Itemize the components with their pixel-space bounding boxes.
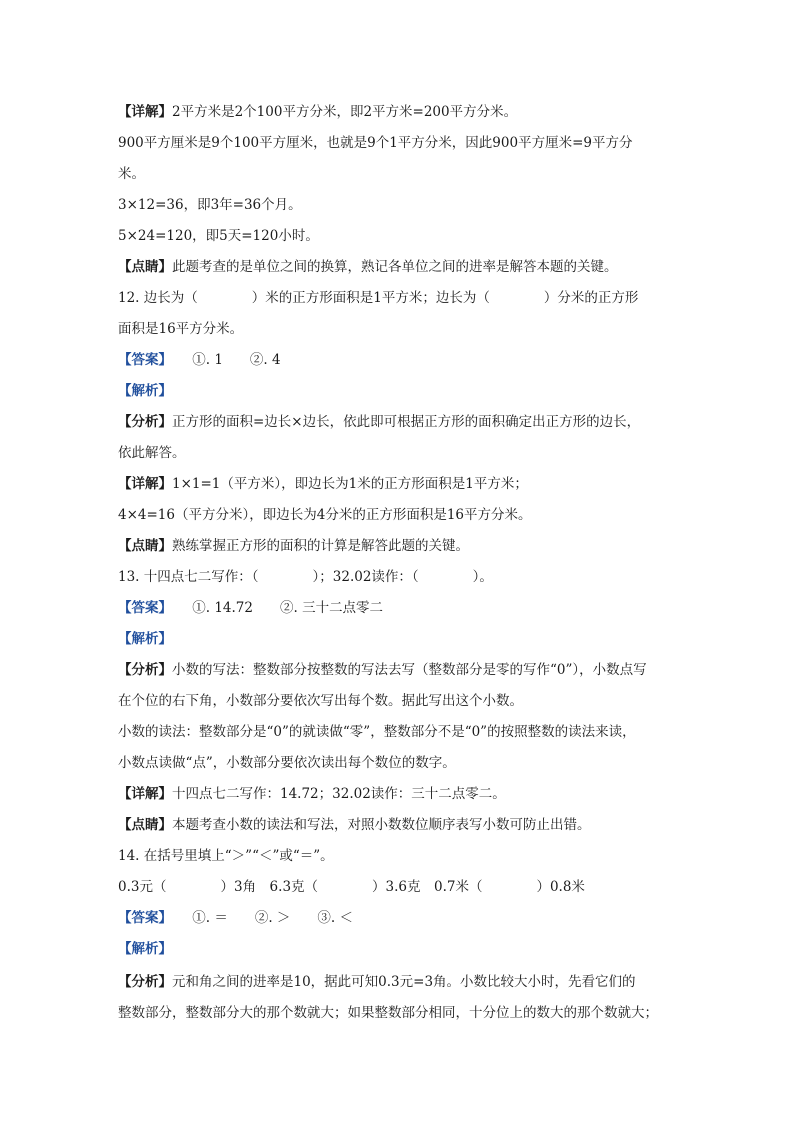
answer-tag: 【答案】	[118, 600, 166, 616]
line-text: 面积是16平方分米。	[118, 321, 244, 337]
analysis-heading	[118, 381, 678, 401]
analysis-tag: 【解析】	[118, 941, 172, 957]
body-line	[118, 505, 678, 525]
analysis-sub-tag: 【分析】	[118, 662, 172, 678]
analysis-sub-tag: 【分析】	[118, 414, 172, 430]
line-text: 13. 十四点七二写作：（ ）；32.02读作：（ ）。	[118, 569, 493, 585]
line-text: 十四点七二写作：14.72；32.02读作：三十二点零二。	[172, 786, 506, 802]
analysis-tag: 【解析】	[118, 631, 172, 647]
body-line	[118, 753, 678, 773]
line-text: 整数部分，整数部分大的那个数就大；如果整数部分相同，十分位上的数大的那个数就大；	[118, 1005, 658, 1021]
line-text: 小数点读做“点”，小数部分要依次读出每个数位的数字。	[118, 755, 456, 771]
body-line	[118, 1003, 678, 1023]
line-text: 1×1=1（平方米），即边长为1米的正方形面积是1平方米；	[172, 476, 528, 492]
line-text: 0.3元（ ）3角 6.3克（ ）3.6克 0.7米（ ）0.8米	[118, 879, 585, 895]
line-text: 900平方厘米是9个100平方厘米，也就是9个1平方分米，因此900平方厘米=9平方分	[118, 135, 633, 151]
line-text: 依此解答。	[118, 445, 186, 461]
remark-line	[118, 815, 678, 835]
detail-line	[118, 474, 678, 494]
line-text: 本题考查小数的读法和写法，对照小数数位顺序表写小数可防止出错。	[172, 817, 591, 833]
answer-text: ①. ＝ ②. ＞ ③. ＜	[165, 910, 353, 926]
analysis-line	[118, 660, 678, 680]
line-text: 米。	[118, 166, 145, 182]
line-text: 小数的读法：整数部分是“0”的就读做“零”，整数部分不是“0”的按照整数的读法来读，	[118, 724, 636, 740]
detail-tag: 【详解】	[118, 104, 172, 120]
line-text: 小数的写法：整数部分按整数的写法去写（整数部分是零的写作“0”），小数点写	[172, 662, 647, 678]
line-text: 熟练掌握正方形的面积的计算是解答此题的关键。	[172, 538, 469, 554]
question-13	[118, 567, 678, 587]
analysis-heading	[118, 939, 678, 959]
body-line	[118, 195, 678, 215]
analysis-line	[118, 972, 678, 992]
body-line	[118, 319, 678, 339]
remark-line	[118, 536, 678, 556]
line-text: 5×24=120，即5天=120小时。	[118, 228, 319, 244]
line-text: 12. 边长为（ ）米的正方形面积是1平方米；边长为（ ）分米的正方形	[118, 290, 639, 306]
answer-line	[118, 908, 678, 928]
answer-text: ①. 14.72 ②. 三十二点零二	[165, 600, 384, 616]
analysis-sub-tag: 【分析】	[118, 974, 172, 990]
line-text: 2平方米是2个100平方分米，即2平方米=200平方分米。	[172, 104, 518, 120]
line-text: 3×12=36，即3年=36个月。	[118, 197, 302, 213]
body-line	[118, 226, 678, 246]
analysis-line	[118, 412, 678, 432]
body-line	[118, 722, 678, 742]
detail-line	[118, 784, 678, 804]
question-14	[118, 846, 678, 866]
answer-tag: 【答案】	[118, 910, 166, 926]
body-line	[118, 443, 678, 463]
answer-tag: 【答案】	[118, 352, 166, 368]
line-text: 4×4=16（平方分米），即边长为4分米的正方形面积是16平方分米。	[118, 507, 532, 523]
remark-tag: 【点睛】	[118, 259, 172, 275]
body-line	[118, 164, 678, 184]
line-text: 此题考查的是单位之间的换算，熟记各单位之间的进率是解答本题的关键。	[172, 259, 618, 275]
detail-line	[118, 102, 678, 122]
detail-tag: 【详解】	[118, 476, 172, 492]
question-14-blanks	[118, 877, 678, 897]
detail-tag: 【详解】	[118, 786, 172, 802]
body-line	[118, 133, 678, 153]
line-text: 在个位的右下角，小数部分要依次写出每个数。据此写出这个小数。	[118, 693, 523, 709]
line-text: 正方形的面积=边长×边长，依此即可根据正方形的面积确定出正方形的边长，	[172, 414, 641, 430]
answer-text: ①. 1 ②. 4	[165, 352, 281, 368]
answer-line	[118, 350, 678, 370]
line-text: 14. 在括号里填上“＞”“＜”或“＝”。	[118, 848, 334, 864]
line-text: 元和角之间的进率是10，据此可知0.3元=3角。小数比较大小时，先看它们的	[172, 974, 636, 990]
remark-line	[118, 257, 678, 277]
remark-tag: 【点睛】	[118, 538, 172, 554]
body-line	[118, 691, 678, 711]
analysis-heading	[118, 629, 678, 649]
answer-line	[118, 598, 678, 618]
analysis-tag: 【解析】	[118, 383, 172, 399]
question-12	[118, 288, 678, 308]
remark-tag: 【点睛】	[118, 817, 172, 833]
